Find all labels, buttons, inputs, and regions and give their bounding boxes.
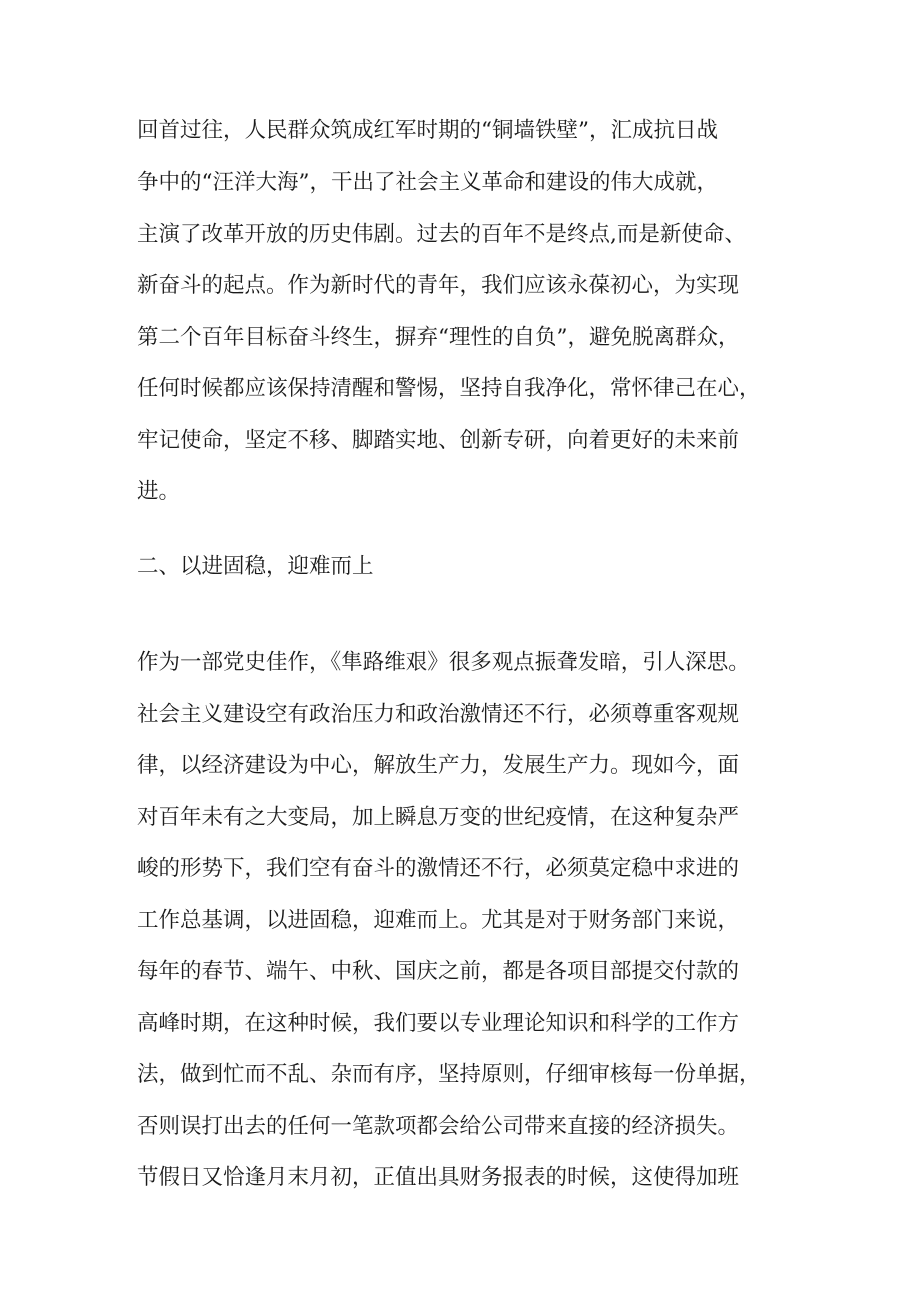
text-line: 新奋斗的起点。作为新时代的青年，我们应该永葆初心，为实现 <box>137 273 740 298</box>
text-line: 第二个百年目标奋斗终生，摒弃“理性的自负”，避免脱离群众， <box>137 325 740 350</box>
text-line: 争中的“汪洋大海”，干出了社会主义革命和建设的伟大成就， <box>137 170 718 195</box>
text-line: 作为一部党史佳作，《隼路维艰》很多观点振聋发暗，引人深思。 <box>137 650 750 675</box>
text-line: 峻的形势下，我们空有奋斗的激情还不行，必须莫定稳中求进的 <box>137 856 740 881</box>
text-line: 任何时候都应该保持清醒和警惕，坚持自我净化，常怀律己在心， <box>137 376 761 401</box>
text-line: 社会主义建设空有政治压力和政治激情还不行，必须尊重客观规 <box>137 702 740 727</box>
section-heading: 二、以进固稳，迎难而上 <box>137 554 374 579</box>
text-line: 律，以经济建设为中心，解放生产力，发展生产力。现如今，面 <box>137 753 740 778</box>
text-line: 主演了改革开放的历史伟剧。过去的百年不是终点,而是新使命、 <box>137 222 746 247</box>
text-line: 牢记使命，坚定不移、脚踏实地、创新专研，向着更好的未来前 <box>137 428 740 453</box>
text-line: 对百年未有之大变局，加上瞬息万变的世纪疫情，在这种复杂严 <box>137 805 740 830</box>
text-line: 法，做到忙而不乱、杂而有序，坚持原则，仔细审核每一份单据， <box>137 1062 761 1087</box>
text-line: 每年的春节、端午、中秋、国庆之前，都是各项目部提交付款的 <box>137 959 740 984</box>
text-line: 回首过往，人民群众筑成红军时期的“铜墙铁壁”，汇成抗日战 <box>137 118 718 143</box>
text-line: 高峰时期，在这种时候，我们要以专业理论知识和科学的工作方 <box>137 1011 740 1036</box>
text-line: 否则误打出去的任何一笔款项都会给公司带来直接的经济损失。 <box>137 1114 740 1139</box>
text-line: 工作总基调，以进固稳，迎难而上。尤其是对于财务部门来说， <box>137 908 740 933</box>
text-line: 节假日又恰逢月末月初，正值出具财务报表的时候，这使得加班 <box>137 1165 740 1190</box>
text-line: 进。 <box>137 479 181 504</box>
